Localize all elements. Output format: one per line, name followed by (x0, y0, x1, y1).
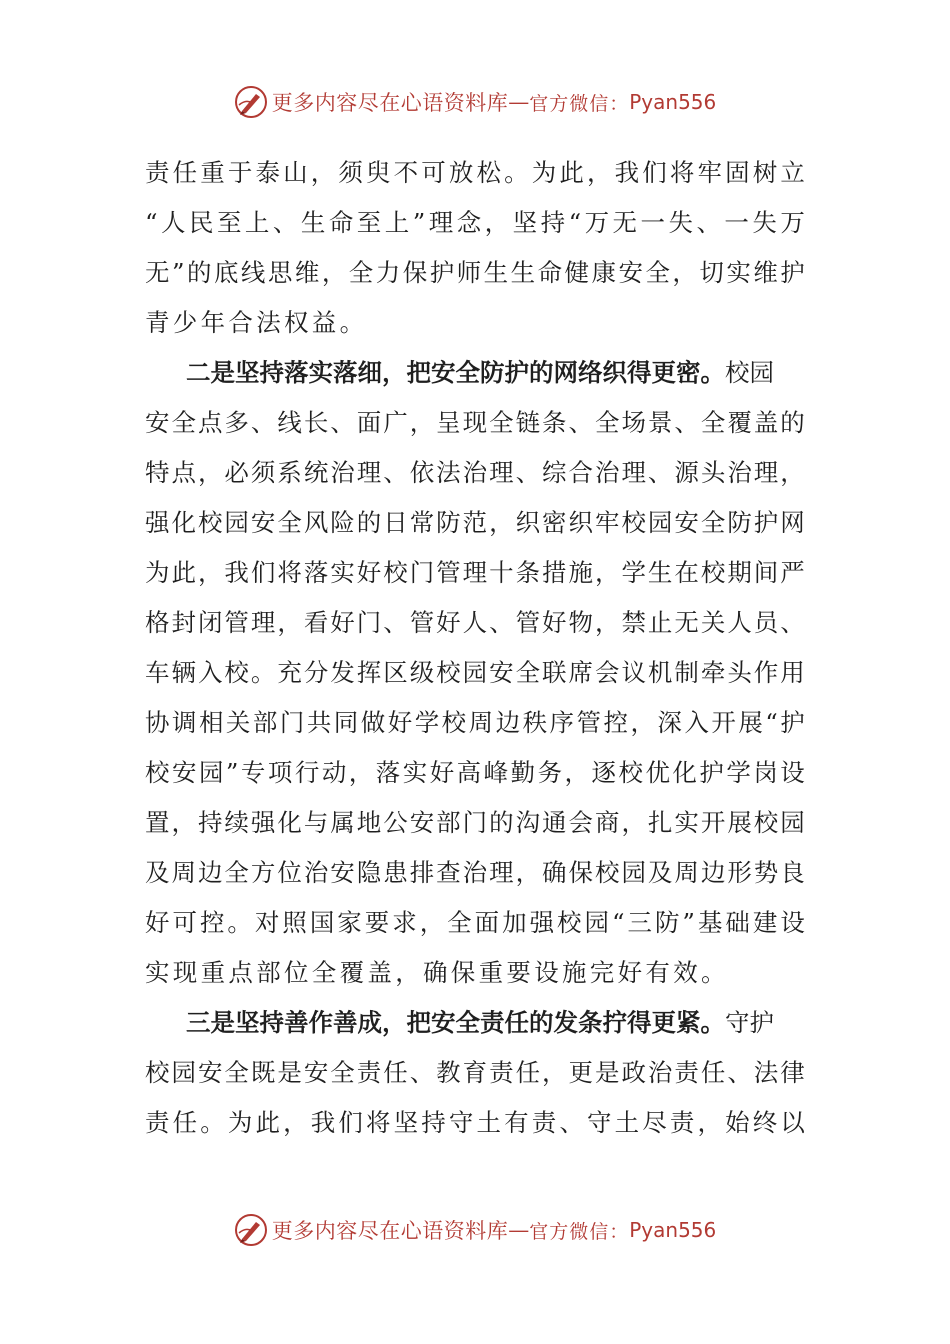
text-line: 及 周 边 全 方 位 治 安 隐 患 排 查 治 理 ， 确 保 校 园 及 周 边 形 势 良 (145, 858, 805, 887)
text-line: 好 可 控 。 对 照 国 家 要 求 ， 全 面 加 强 校 园 “ 三 防 ” 基 础 建 设 (145, 908, 805, 937)
footer-wechat-id: Pyan556 (629, 1218, 717, 1242)
text-line: 强 化 校 园 安 全 风 险 的 日 常 防 范 ， 织 密 织 牢 校 园 安 全 防 护 网 (145, 508, 805, 537)
paragraph-3-first-line (145, 998, 805, 1048)
footer-contact-label: 官方微信： (529, 1220, 630, 1243)
text-line: 校 安 园 ” 专 项 行 动 ， 落 实 好 高 峰 勤 务 ， 逐 校 优 化 护 学 岗 设 (145, 758, 805, 787)
text-line: 责 任 重 于 泰 山 ， 须 臾 不 可 放 松 。 为 此 ， 我 们 将 牢 固 树 立 (145, 158, 805, 187)
text-line: 特 点 ， 必 须 系 统 治 理 、 依 法 治 理 、 综 合 治 理 、 源 头 治 理 ， (145, 458, 805, 487)
header-watermark (0, 82, 950, 122)
paragraph-2-first-line (145, 348, 805, 398)
text-line: 实现重点部位全覆盖，确保重要设施完好有效。 (145, 958, 729, 987)
text-line: 为 此 ， 我 们 将 落 实 好 校 门 管 理 十 条 措 施 ， 学 生 在 校 期 间 严 (145, 558, 805, 587)
text-line: 车 辆 入 校 。 充 分 发 挥 区 级 校 园 安 全 联 席 会 议 机 制 牵 头 作 用 (145, 658, 805, 687)
footer-watermark (0, 1210, 950, 1250)
header-brand: 更多内容尽在心语资料库 (271, 91, 509, 115)
pen-logo-icon (234, 1213, 268, 1247)
header-contact-label: 官方微信： (529, 92, 630, 115)
text-line: 协 调 相 关 部 门 共 同 做 好 学 校 周 边 秩 序 管 控 ， 深 入 开 展 “ 护 (145, 708, 805, 737)
paragraph-2-lead: 校园 (725, 358, 774, 387)
footer-separator: — (508, 1218, 530, 1242)
text-line: 校 园 安 全 既 是 安 全 责 任 、 教 育 责 任 ， 更 是 政 治 责 任 、 法 律 (145, 1058, 805, 1087)
paragraph-3-lead: 守护 (725, 1008, 774, 1037)
text-line: 置 ， 持 续 强 化 与 属 地 公 安 部 门 的 沟 通 会 商 ， 扎 实 开 展 校 园 (145, 808, 805, 837)
header-wechat-id: Pyan556 (629, 90, 717, 114)
paragraph-2-heading: 二是坚持落实落细，把安全防护的网络织得更密。 (186, 358, 725, 387)
text-line: 无 ” 的 底 线 思 维 ， 全 力 保 护 师 生 生 命 健 康 安 全 ， 切 实 维 护 (145, 258, 805, 287)
paragraph-3-heading: 三是坚持善作善成，把安全责任的发条拧得更紧。 (186, 1008, 725, 1037)
header-separator: — (508, 90, 530, 114)
text-line: 格 封 闭 管 理 ， 看 好 门 、 管 好 人 、 管 好 物 ， 禁 止 无 关 人 员 、 (145, 608, 805, 637)
footer-brand: 更多内容尽在心语资料库 (271, 1219, 509, 1243)
pen-logo-icon (234, 85, 268, 119)
document-body (145, 148, 805, 1148)
text-line: 安 全 点 多 、 线 长 、 面 广 ， 呈 现 全 链 条 、 全 场 景 、 全 覆 盖 的 (145, 408, 805, 437)
text-line: 责 任 。 为 此 ， 我 们 将 坚 持 守 土 有 责 、 守 土 尽 责 ， 始 终 以 (145, 1108, 805, 1137)
text-line: “ 人 民 至 上 、 生 命 至 上 ” 理 念 ， 坚 持 “ 万 无 一 失 、 一 失 万 (145, 208, 805, 237)
text-line: 青少年合法权益。 (145, 308, 368, 337)
